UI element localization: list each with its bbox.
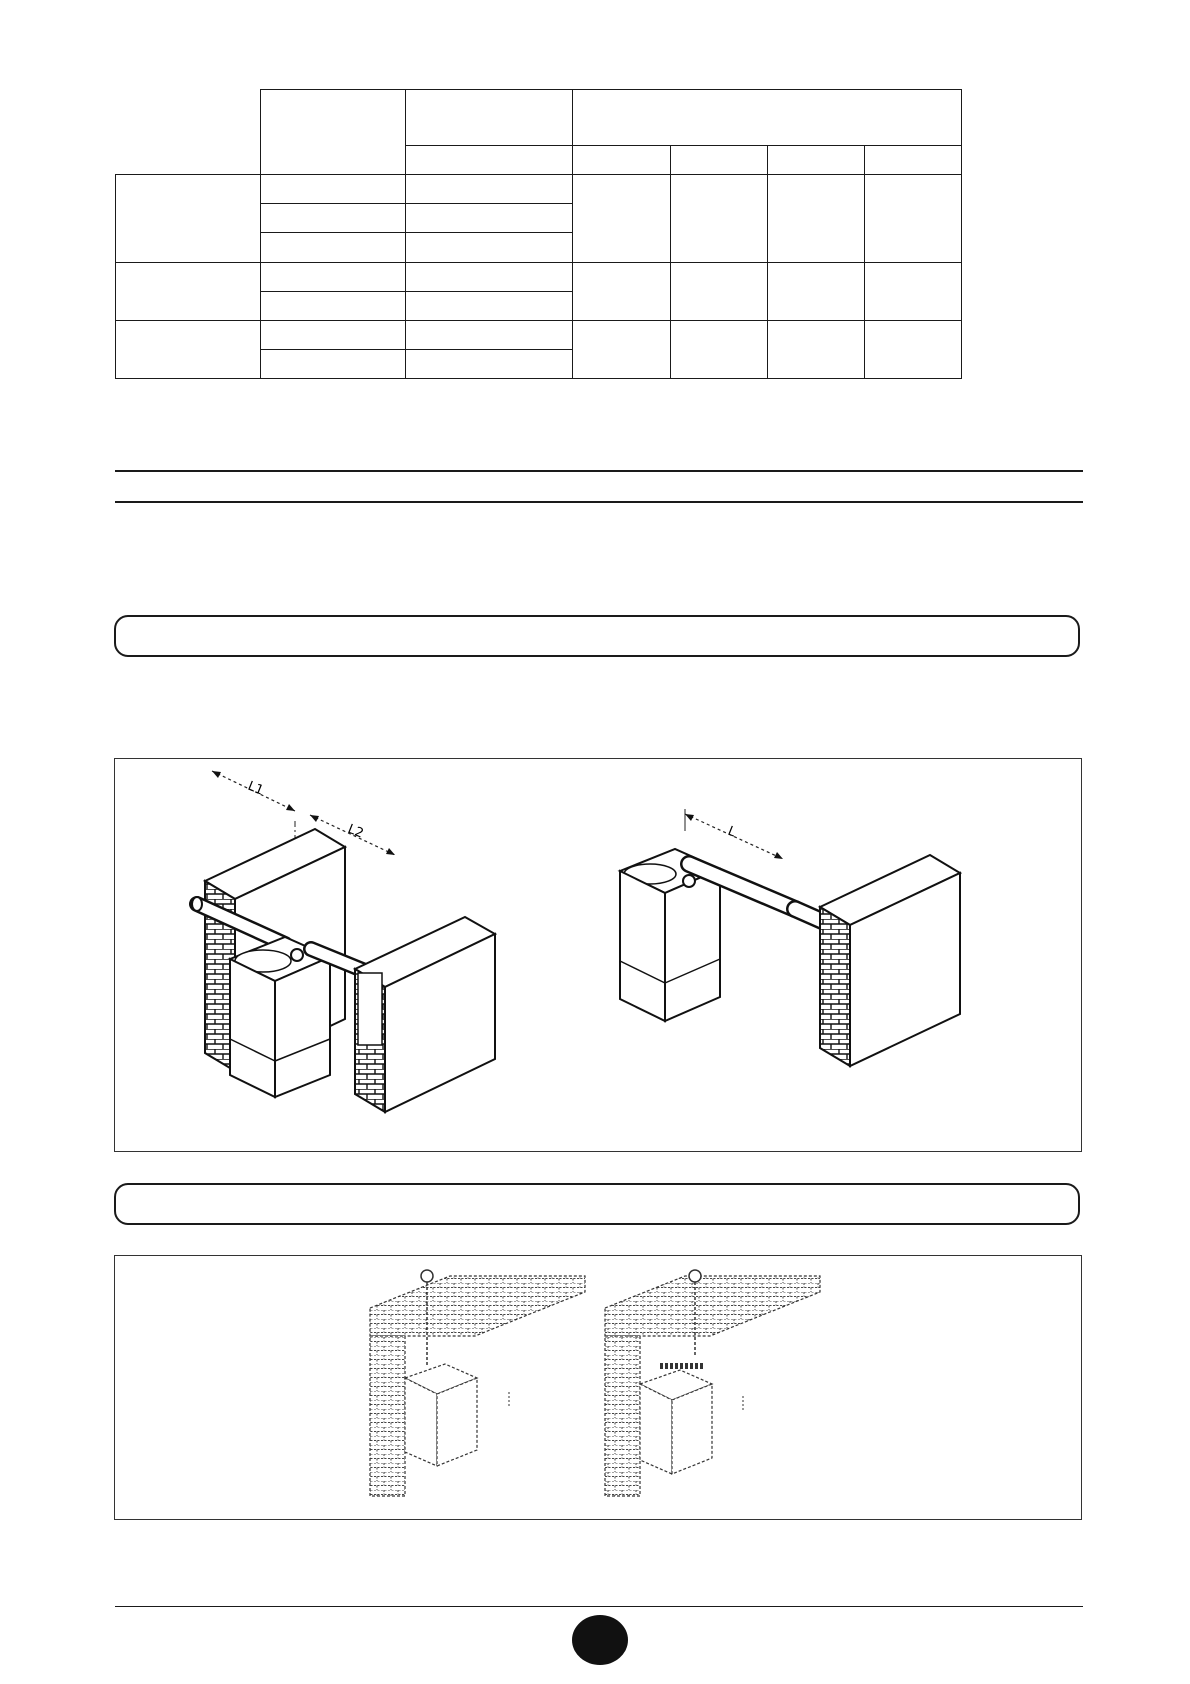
table-cell (865, 175, 962, 263)
section-rule-bottom (115, 501, 1083, 503)
table-cell (768, 321, 865, 379)
table-cell (406, 175, 573, 204)
table-cell (261, 263, 406, 292)
section-rule-top (115, 470, 1083, 472)
table-subheader-cell (768, 146, 865, 175)
table-cell (406, 263, 573, 292)
table-cell (261, 175, 406, 204)
table-cell (671, 175, 768, 263)
roof-scene-right (605, 1270, 820, 1496)
section-heading-bar (114, 1183, 1080, 1225)
dimension-l (685, 809, 783, 859)
page-number-badge (572, 1615, 628, 1665)
table-group-cell (116, 321, 261, 379)
table-cell (261, 350, 406, 379)
label-l: L (725, 823, 738, 841)
figure-horizontal-flue (114, 758, 1082, 1152)
spec-table (115, 89, 962, 379)
table-subheader-cell (573, 146, 671, 175)
table-cell (261, 292, 406, 321)
table-header-cell (261, 90, 406, 175)
table-cell (406, 204, 573, 233)
table-cell (768, 175, 865, 263)
table-cell (406, 233, 573, 263)
table-subheader-cell (671, 146, 768, 175)
table-cell (671, 263, 768, 321)
table-subheader-cell (865, 146, 962, 175)
table-cell (406, 292, 573, 321)
roof-scene-left (370, 1270, 585, 1496)
roof-flue-illustration (115, 1256, 1081, 1519)
flue-illustration (115, 759, 1081, 1151)
table-cell (573, 263, 671, 321)
table-row (116, 263, 962, 292)
table-cell (865, 321, 962, 379)
table-subheader-cell (406, 146, 573, 175)
table-cell (573, 175, 671, 263)
footer-rule (115, 1606, 1083, 1607)
table-corner-empty (116, 90, 261, 175)
table-cell (261, 204, 406, 233)
table-cell (573, 321, 671, 379)
table-cell (406, 350, 573, 379)
label-l2: L2 (345, 821, 366, 842)
table-row (116, 321, 962, 350)
boiler-left (230, 937, 330, 1097)
table-row (116, 175, 962, 204)
table-cell (768, 263, 865, 321)
table-group-cell (116, 263, 261, 321)
section-heading-bar (114, 615, 1080, 657)
table-cell (865, 263, 962, 321)
table-header-cell (406, 90, 573, 146)
table-cell (261, 233, 406, 263)
table-group-cell (116, 175, 261, 263)
label-l1: L1 (245, 778, 266, 799)
table-cell (406, 321, 573, 350)
table-cell (671, 321, 768, 379)
right-scene-brick-wall (820, 855, 960, 1066)
right-brick-wall (355, 917, 495, 1112)
table-cell (261, 321, 406, 350)
table-header-cell (573, 90, 962, 146)
figure-vertical-flue (114, 1255, 1082, 1520)
